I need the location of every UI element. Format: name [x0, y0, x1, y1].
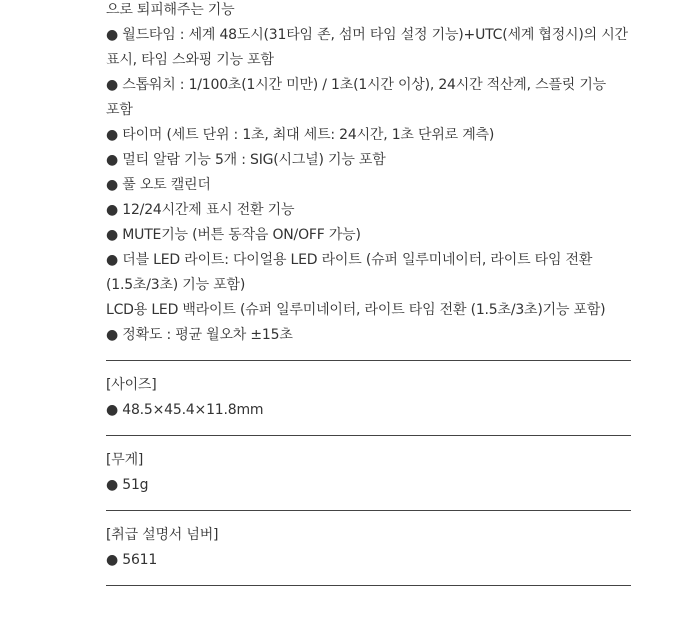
spec-world-time: ● 월드타임 : 세계 48도시(31타임 존, 섬머 타임 설정 기능)+UTC(세계 협정시)의 시간 표시, 타임 스와핑 기능 포함 — [106, 27, 628, 68]
spec-stopwatch: ● 스톱워치 : 1/100초(1시간 미만) / 1초(1시간 이상), 24시간 적산계, 스플릿 기능 포함 — [106, 77, 607, 118]
section-divider — [106, 435, 631, 436]
size-section — [106, 373, 636, 423]
manual-section-title: [취급 설명서 넘버] — [106, 527, 219, 543]
manual-section — [106, 523, 636, 573]
size-value: ● 48.5×45.4×11.8mm — [106, 402, 264, 418]
intro-text: 으로 퇴피해주는 기능 — [106, 2, 235, 18]
manual-number-value: ● 5611 — [106, 552, 158, 568]
weight-section-title: [무게] — [106, 452, 144, 468]
size-section-title: [사이즈] — [106, 377, 157, 393]
weight-section — [106, 448, 636, 498]
section-divider — [106, 360, 631, 361]
spec-lcd-backlight: LCD용 LED 백라이트 (슈퍼 일루미네이터, 라이트 타임 전환 (1.5초/3초)기능 포함) — [106, 302, 606, 318]
weight-value: ● 51g — [106, 477, 149, 493]
spec-alarm: ● 멀티 알람 기능 5개 : SIG(시그널) 기능 포함 — [106, 152, 386, 168]
product-spec-content — [106, 0, 636, 598]
spec-calendar: ● 풀 오토 캘린더 — [106, 177, 211, 193]
spec-hour-format: ● 12/24시간제 표시 전환 기능 — [106, 202, 295, 218]
section-divider — [106, 510, 631, 511]
spec-timer: ● 타이머 (세트 단위 : 1초, 최대 세트: 24시간, 1초 단위로 계측) — [106, 127, 495, 143]
section-divider — [106, 585, 631, 586]
spec-mute: ● MUTE기능 (버튼 동작음 ON/OFF 가능) — [106, 227, 361, 243]
spec-accuracy: ● 정확도 : 평균 월오차 ±15초 — [106, 327, 293, 343]
spec-double-led: ● 더블 LED 라이트: 다이얼용 LED 라이트 (슈퍼 일루미네이터, 라이트 타임 전환 (1.5초/3초) 기능 포함) — [106, 252, 593, 293]
